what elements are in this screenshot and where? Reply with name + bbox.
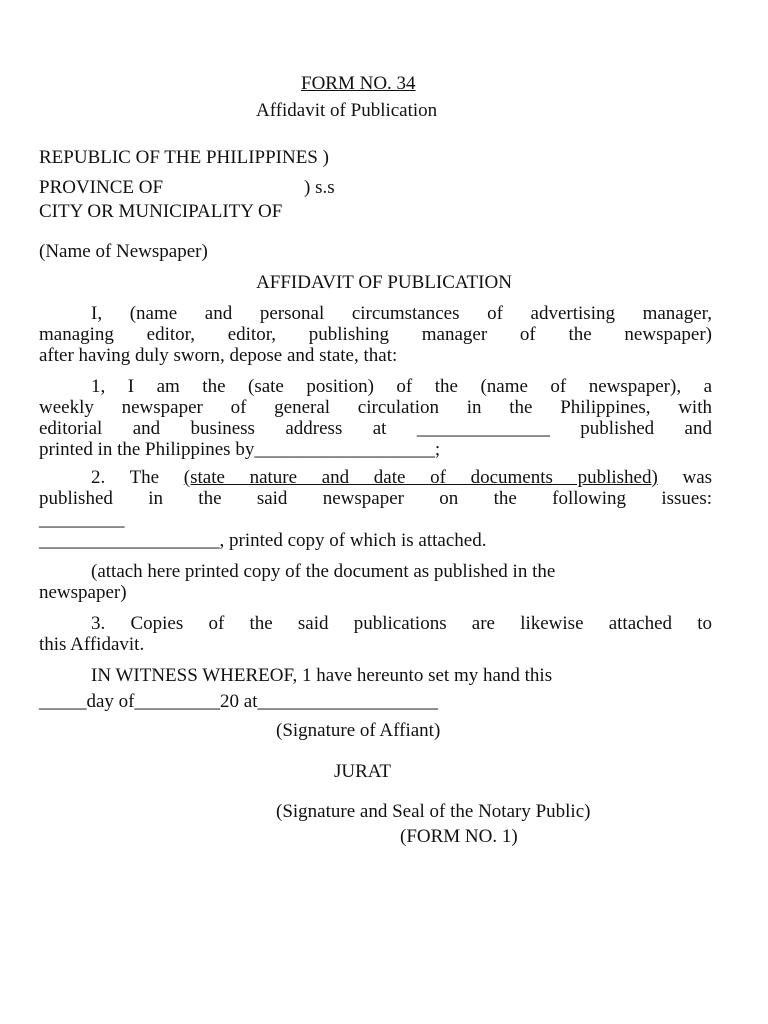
form-number — [301, 73, 416, 95]
paragraph-intro — [39, 303, 712, 366]
signature-affiant: (Signature of Affiant) — [276, 720, 441, 741]
paragraph-2-line: _________ — [39, 509, 125, 530]
newspaper-name: (Name of Newspaper) — [39, 241, 208, 262]
venue-province-suffix: ) s.s — [304, 177, 335, 198]
paragraph-intro-line: I, (name and personal circumstances of advertising manager, — [91, 303, 712, 324]
paragraph-1-line: weekly newspaper of general circulation in the Philippines, with — [39, 397, 712, 418]
paragraph-intro-line: after having duly sworn, depose and state, that: — [39, 345, 398, 366]
paragraph-2-line: ___________________, printed copy of which is attached. — [39, 530, 487, 551]
attach-note-line: (attach here printed copy of the document as published in the — [91, 561, 556, 582]
paragraph-2-number: 2. The — [91, 467, 160, 488]
paragraph-3 — [39, 613, 712, 655]
paragraph-intro-line: managing editor, editor, publishing manager of the newspaper) — [39, 324, 712, 345]
paragraph-2-line: published in the said newspaper on the following issues: — [39, 488, 712, 509]
attach-note-line: newspaper) — [39, 582, 127, 603]
paragraph-3-line: this Affidavit. — [39, 634, 145, 655]
paragraph-1-line: printed in the Philippines by___________________; — [39, 439, 441, 460]
witness-line: IN WITNESS WHEREOF, 1 have hereunto set my hand this — [91, 665, 553, 686]
paragraph-1 — [39, 376, 712, 460]
paragraph-1-line: editorial and business address at ______________ published and — [39, 418, 712, 439]
form-reference: (FORM NO. 1) — [400, 826, 518, 847]
paragraph-2-line1-end: was — [682, 467, 713, 488]
affidavit-heading: AFFIDAVIT OF PUBLICATION — [256, 272, 512, 293]
notary-signature: (Signature and Seal of the Notary Public) — [276, 801, 591, 822]
jurat-heading: JURAT — [334, 761, 392, 782]
paragraph-2-line — [39, 467, 712, 488]
form-title: Affidavit of Publication — [256, 100, 438, 121]
venue-province-label: PROVINCE OF — [39, 177, 164, 198]
venue-city: CITY OR MUNICIPALITY OF — [39, 201, 283, 222]
paragraph-3-line: 3. Copies of the said publications are likewise attached to — [91, 613, 712, 634]
paragraph-2-underlined: (state nature and date of documents published) — [183, 467, 658, 488]
witness-date-line: _____day of_________20 at___________________ — [39, 691, 438, 712]
attach-note — [39, 561, 712, 603]
paragraph-2 — [39, 467, 712, 551]
paragraph-1-line: 1, I am the (sate position) of the (name of newspaper), a — [91, 376, 712, 397]
venue-republic: REPUBLIC OF THE PHILIPPINES ) — [39, 147, 329, 168]
form-number-text: FORM NO. 34 — [301, 73, 416, 94]
